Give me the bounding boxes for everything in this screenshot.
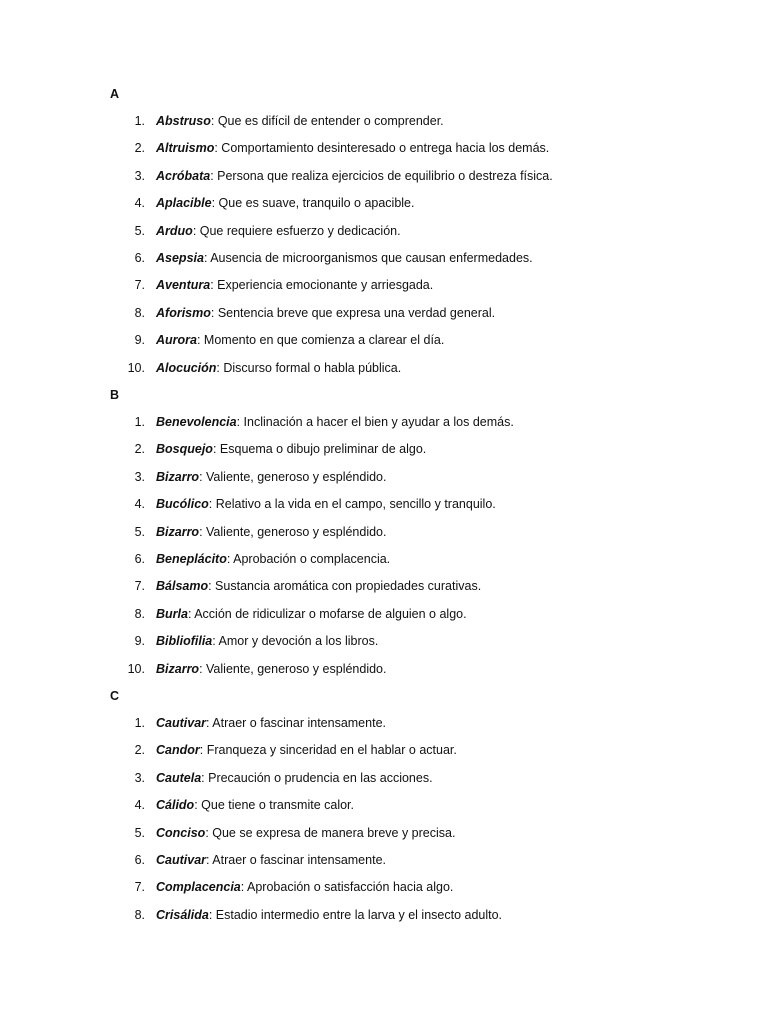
term: Conciso: [156, 825, 206, 840]
item-number: 5.: [134, 223, 145, 238]
item-number: 10.: [127, 360, 145, 375]
item-text: [156, 826, 455, 840]
item-text: [156, 634, 378, 648]
item-number: 8.: [134, 606, 145, 621]
section-letter-c: C: [110, 689, 120, 703]
term: Burla: [156, 606, 188, 621]
item-number: 5.: [134, 524, 145, 539]
section-letter-a: A: [110, 87, 120, 101]
item-number: 4.: [134, 798, 145, 813]
item-number: 4.: [134, 196, 145, 211]
definition: : Estadio intermedio entre la larva y el insecto adulto.: [208, 907, 503, 922]
definition: : Aprobación o complacencia.: [226, 552, 391, 566]
term: Arduo: [156, 223, 193, 238]
definition: : Precaución o prudencia en las acciones.: [201, 770, 433, 785]
term: Bibliofilia: [156, 634, 213, 649]
definition: : Que es suave, tranquilo o apacible.: [211, 196, 415, 211]
definition: : Que tiene o transmite calor.: [194, 798, 355, 813]
item-text: [156, 497, 496, 511]
item-text: [156, 141, 549, 155]
term: Cautivar: [156, 716, 207, 730]
definition: : Atraer o fascinar intensamente.: [206, 853, 386, 867]
item-text: [156, 196, 414, 210]
item-number: 8.: [134, 907, 145, 922]
item-text: [156, 716, 386, 730]
item-text: [156, 470, 386, 484]
term: Bosquejo: [156, 442, 213, 457]
item-text: [156, 278, 433, 292]
item-number: 7.: [134, 278, 145, 293]
definition: : Atraer o fascinar intensamente.: [206, 716, 386, 730]
item-number: 2.: [134, 442, 145, 457]
definition: : Momento en que comienza a clarear el día.: [196, 333, 445, 348]
term: Crisálida: [156, 907, 209, 922]
definition: : Amor y devoción a los libros.: [212, 634, 379, 649]
item-number: 3.: [134, 469, 145, 484]
item-text: [156, 251, 533, 265]
item-text: [156, 579, 481, 593]
definition: : Discurso formal o habla pública.: [216, 360, 402, 375]
definition: : Valiente, generoso y espléndido.: [199, 524, 387, 539]
item-number: 5.: [134, 825, 145, 840]
item-text: [156, 552, 390, 566]
term: Asepsia: [156, 251, 204, 265]
section-letter-b: B: [110, 388, 120, 402]
term: Aforismo: [156, 305, 211, 320]
definition: : Inclinación a hacer el bien y ayudar a los demás.: [236, 415, 514, 429]
item-number: 4.: [134, 497, 145, 512]
item-number: 1.: [134, 415, 145, 429]
term: Altruismo: [156, 141, 215, 156]
term: Aventura: [156, 278, 211, 293]
definition: : Relativo a la vida en el campo, sencillo y tranquilo.: [208, 497, 496, 512]
term: Aurora: [156, 333, 197, 348]
item-text: [156, 771, 433, 785]
item-number: 3.: [134, 168, 145, 183]
item-text: [156, 306, 495, 320]
term: Bizarro: [156, 524, 200, 539]
definition: : Franqueza y sinceridad en el hablar o actuar.: [199, 743, 457, 758]
item-number: 3.: [134, 770, 145, 785]
term: Acróbata: [156, 168, 211, 183]
definition: : Comportamiento desinteresado o entrega hacia los demás.: [214, 141, 550, 156]
item-text: [156, 908, 502, 922]
item-number: 7.: [134, 880, 145, 895]
definition: : Sustancia aromática con propiedades curativas.: [208, 579, 482, 594]
term: Aplacible: [156, 196, 212, 211]
item-number: 10.: [127, 661, 145, 676]
term: Alocución: [156, 360, 217, 375]
item-text: [156, 525, 386, 539]
item-number: 6.: [134, 552, 145, 566]
term: Bucólico: [156, 497, 209, 512]
item-text: [156, 169, 553, 183]
definition: : Sentencia breve que expresa una verdad general.: [210, 305, 496, 320]
item-text: [156, 224, 401, 238]
term: Bizarro: [156, 661, 200, 676]
definition: : Valiente, generoso y espléndido.: [199, 661, 387, 676]
item-text: [156, 333, 444, 347]
item-number: 7.: [134, 579, 145, 594]
definition: : Persona que realiza ejercicios de equilibrio o destreza física.: [210, 168, 553, 183]
item-text: [156, 442, 426, 456]
definition: : Aprobación o satisfacción hacia algo.: [240, 880, 454, 895]
term: Cautela: [156, 770, 202, 785]
item-text: [156, 853, 386, 867]
item-number: 1.: [134, 716, 145, 730]
definition: : Que se expresa de manera breve y precisa.: [205, 825, 456, 840]
term: Bálsamo: [156, 579, 209, 594]
item-number: 1.: [134, 114, 145, 128]
item-text: [156, 361, 401, 375]
definition: : Que requiere esfuerzo y dedicación.: [192, 223, 401, 238]
item-number: 6.: [134, 251, 145, 265]
item-number: 9.: [134, 634, 145, 649]
term: Candor: [156, 743, 200, 758]
term: Cálido: [156, 798, 195, 813]
item-text: [156, 662, 386, 676]
term: Abstruso: [156, 114, 211, 128]
term: Beneplácito: [156, 552, 227, 566]
definition: : Esquema o dibujo preliminar de algo.: [212, 442, 427, 457]
item-number: 9.: [134, 333, 145, 348]
definition: : Acción de ridiculizar o mofarse de alguien o algo.: [187, 606, 467, 621]
term: Benevolencia: [156, 415, 237, 429]
item-number: 2.: [134, 743, 145, 758]
definition: : Que es difícil de entender o comprender.: [210, 114, 444, 128]
item-text: [156, 743, 457, 757]
item-text: [156, 607, 467, 621]
definition: : Experiencia emocionante y arriesgada.: [210, 278, 434, 293]
item-text: [156, 415, 514, 429]
item-text: [156, 114, 444, 128]
item-number: 6.: [134, 853, 145, 867]
item-number: 2.: [134, 141, 145, 156]
definition: : Valiente, generoso y espléndido.: [199, 469, 387, 484]
term: Complacencia: [156, 880, 241, 895]
term: Bizarro: [156, 469, 200, 484]
item-text: [156, 880, 453, 894]
item-text: [156, 798, 354, 812]
term: Cautivar: [156, 853, 207, 867]
item-number: 8.: [134, 305, 145, 320]
definition: : Ausencia de microorganismos que causan enfermedades.: [203, 251, 533, 265]
